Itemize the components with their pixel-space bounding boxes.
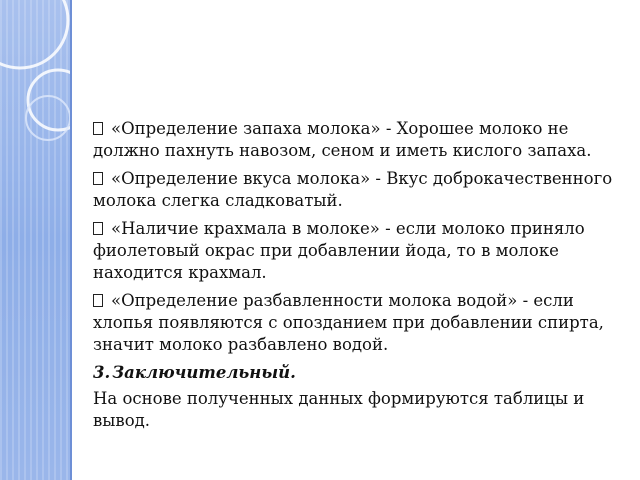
decorative-circles bbox=[0, 0, 70, 480]
paragraph-text: «Определение разбавленности молока водой» - если хлопья появляются с опозданием при добавлении спирта, значит молоко разбавлено водой. bbox=[93, 291, 604, 354]
square-bullet-icon bbox=[93, 122, 103, 135]
paragraph-text: «Определение запаха молока» - Хорошее молоко не должно пахнуть навозом, сеном и иметь кислого запаха. bbox=[93, 119, 592, 160]
paragraph-smell bbox=[93, 118, 633, 162]
paragraph-text: «Определение вкуса молока» - Вкус доброкачественного молока слегка сладковатый. bbox=[93, 169, 613, 210]
decorative-sidebar bbox=[0, 0, 72, 480]
section-number: 3. bbox=[93, 363, 111, 382]
paragraph-dilution bbox=[93, 290, 633, 356]
square-bullet-icon bbox=[93, 222, 103, 235]
conclusion-text: На основе полученных данных формируются таблицы и вывод. bbox=[93, 389, 585, 430]
paragraph-taste bbox=[93, 168, 633, 212]
slide-content bbox=[93, 118, 633, 438]
paragraph-text: «Наличие крахмала в молоке» - если молоко приняло фиолетовый окрас при добавлении йода, то в молоке находится крахмал. bbox=[93, 219, 585, 282]
square-bullet-icon bbox=[93, 294, 103, 307]
section-title: Заключительный. bbox=[112, 363, 296, 382]
square-bullet-icon bbox=[93, 172, 103, 185]
deco-circle-large bbox=[0, 0, 68, 68]
section-heading bbox=[93, 362, 633, 384]
paragraph-starch bbox=[93, 218, 633, 284]
